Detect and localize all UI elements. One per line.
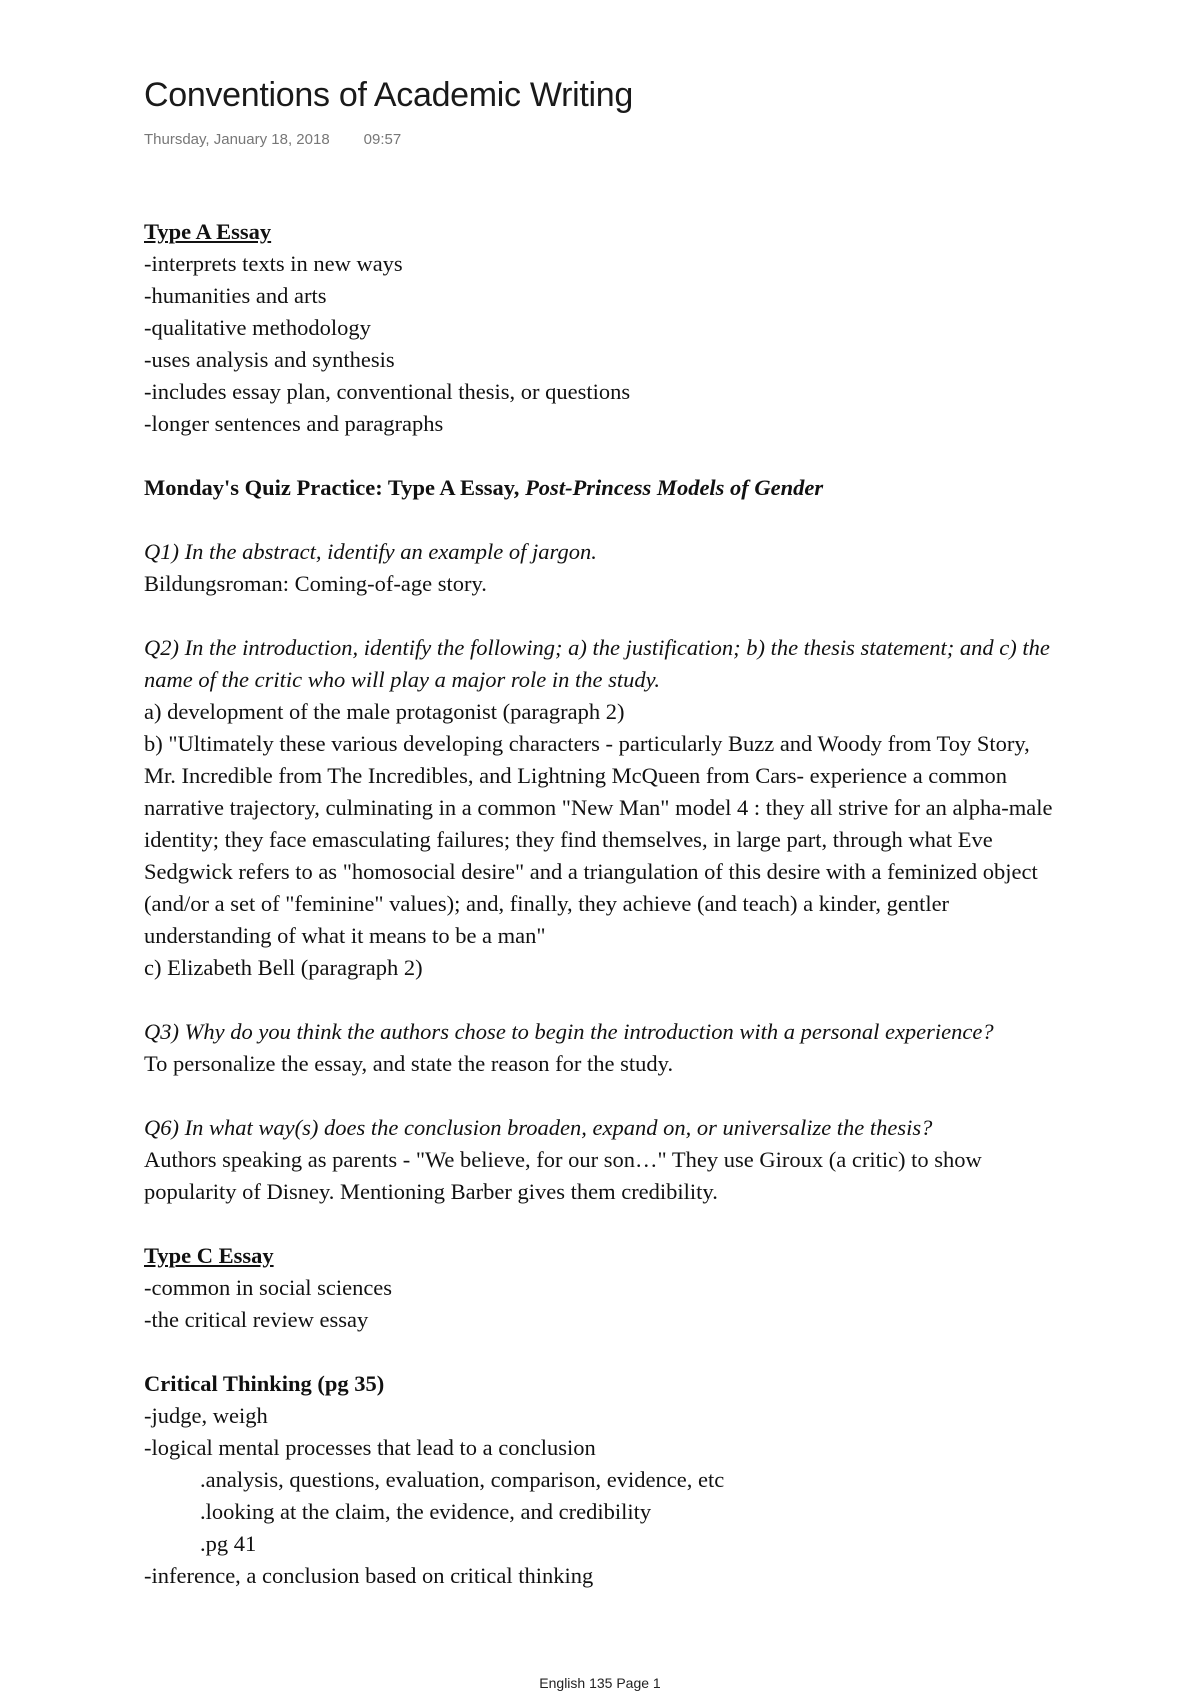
page-date: Thursday, January 18, 2018: [144, 131, 330, 148]
answer-q3: To personalize the essay, and state the reason for the study.: [144, 1051, 674, 1076]
list-item: -humanities and arts: [144, 283, 327, 308]
quiz-heading-title: Post-Princess Models of Gender: [525, 475, 824, 500]
question-q1: Q1) In the abstract, identify an example of jargon.: [144, 539, 597, 564]
answer-q6: Authors speaking as parents - "We believe, for our son…" They use Giroux (a critic) to show popularity of Disney. Mentioning Barber gives them credibility.: [144, 1147, 982, 1204]
answer-q1: Bildungsroman: Coming-of-age story.: [144, 571, 487, 596]
sub-list-item: .looking at the claim, the evidence, and credibility: [200, 1499, 652, 1524]
answer-q2-c: c) Elizabeth Bell (paragraph 2): [144, 955, 423, 980]
list-item: -logical mental processes that lead to a conclusion: [144, 1435, 596, 1460]
question-q3: Q3) Why do you think the authors chose to begin the introduction with a personal experience?: [144, 1019, 994, 1044]
list-item: -judge, weigh: [144, 1403, 268, 1428]
quiz-heading-prefix: Monday's Quiz Practice: Type A Essay,: [144, 475, 526, 500]
page-title: Conventions of Academic Writing: [144, 76, 633, 114]
sub-list-item: .pg 41: [200, 1531, 257, 1556]
note-body: [144, 216, 1064, 1592]
list-item: -inference, a conclusion based on critical thinking: [144, 1563, 594, 1588]
list-item: -interprets texts in new ways: [144, 251, 403, 276]
list-item: -the critical review essay: [144, 1307, 369, 1332]
answer-q2-a: a) development of the male protagonist (paragraph 2): [144, 699, 625, 724]
type-a-heading: Type A Essay: [144, 219, 272, 244]
list-item: -qualitative methodology: [144, 315, 371, 340]
list-item: -includes essay plan, conventional thesis, or questions: [144, 379, 631, 404]
answer-q2-b: b) "Ultimately these various developing characters - particularly Buzz and Woody from Toy Story, Mr. Incredible from The Incredibles, and Lightning McQueen from Cars- experience a common narrative trajectory, culminating in a common "New Man" model 4 : they all strive for an alpha-male identity; they face emasculating failures; they find themselves, in large part, through what Eve Sedgwick refers to as "homosocial desire" and a triangulation of this desire with a feminized object (and/or a set of "feminine" values); and, finally, they achieve (and teach) a kinder, gentler understanding of what it means to be a man": [144, 731, 1053, 948]
page-footer: English 135 Page 1: [539, 1675, 661, 1691]
sub-list-item: .analysis, questions, evaluation, comparison, evidence, etc: [200, 1467, 725, 1492]
page-meta: [144, 131, 401, 148]
type-c-heading: Type C Essay: [144, 1243, 274, 1268]
list-item: -longer sentences and paragraphs: [144, 411, 444, 436]
list-item: -common in social sciences: [144, 1275, 393, 1300]
question-q6: Q6) In what way(s) does the conclusion broaden, expand on, or universalize the thesis?: [144, 1115, 933, 1140]
page-time: 09:57: [363, 131, 402, 148]
quiz-heading: [144, 472, 1064, 504]
critical-thinking-heading: Critical Thinking (pg 35): [144, 1371, 385, 1396]
question-q2: Q2) In the introduction, identify the following; a) the justification; b) the thesis statement; and c) the name of the critic who will play a major role in the study.: [144, 635, 1050, 692]
list-item: -uses analysis and synthesis: [144, 347, 395, 372]
